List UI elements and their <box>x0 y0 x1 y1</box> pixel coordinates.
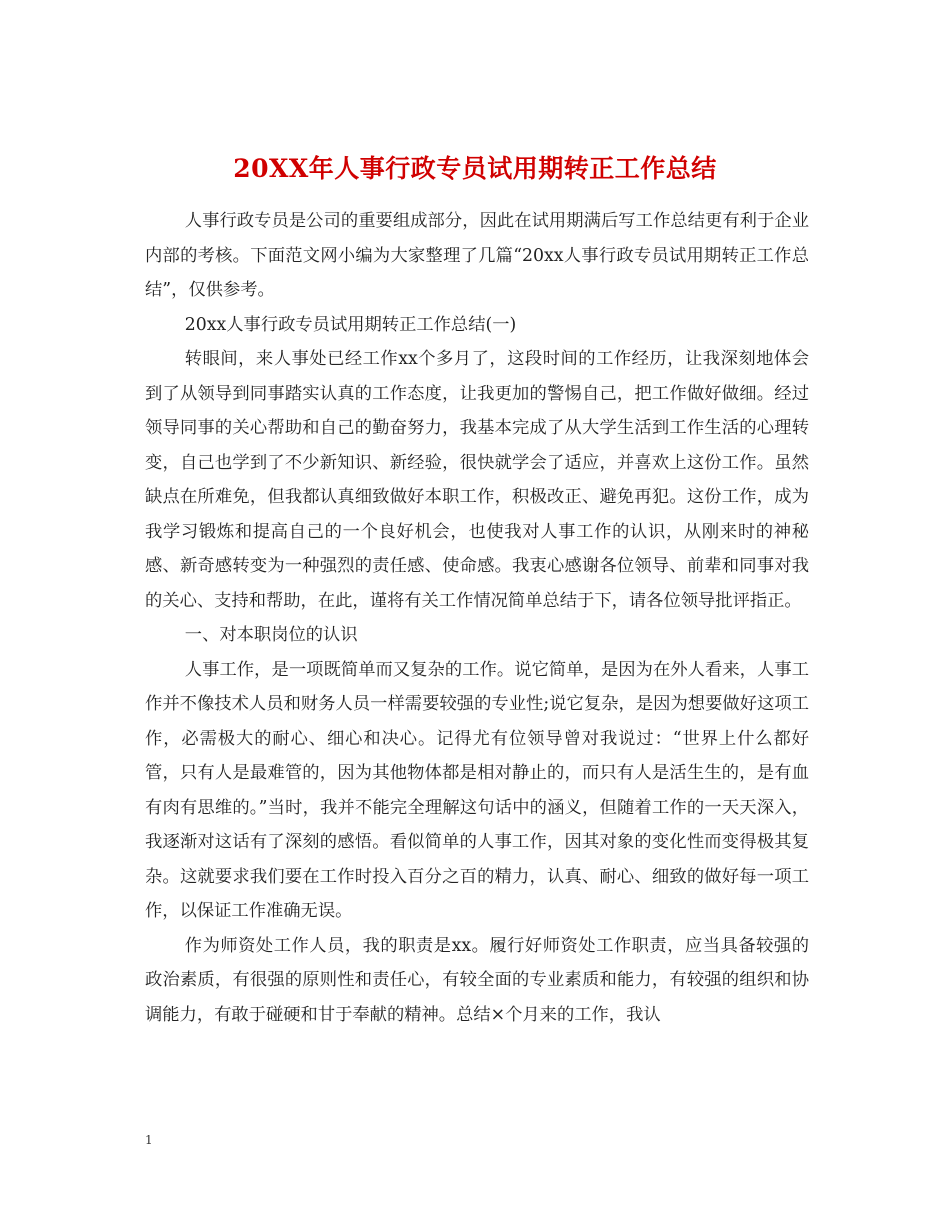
document-title: 20XX年人事行政专员试用期转正工作总结 <box>233 153 717 183</box>
page-number: 1 <box>145 1133 153 1147</box>
paragraph-subtitle: 20xx人事行政专员试用期转正工作总结(一) <box>184 314 517 335</box>
section-heading: 一、对本职岗位的认识 <box>184 625 358 645</box>
paragraph-role-understanding: 人事工作，是一项既简单而又复杂的工作。说它简单，是因为在外人看来，人事工作并不像技术人员和财务人员一样需要较强的专业性;说它复杂，是因为想要做好这项工作，必需极大的耐心、细心和决心。记得尤有位领导曾对我说过：“世界上什么都好管，只有人是最难管的，因为其他物体都是相对静止的，而只有人是活生生的，是有血有肉有思维的。”当时，我并不能完全理解这句话中的涵义，但随着工作的一天天深入，我逐渐对这话有了深刻的感悟。看似简单的人事工作，因其对象的变化性而变得极其复杂。这就要求我们要在工作时投入百分之百的精力，认真、耐心、细致的做好每一项工作，以保证工作准确无误。 <box>145 659 809 921</box>
paragraph-summary: 转眼间，来人事处已经工作xx个多月了，这段时间的工作经历，让我深刻地体会到了从领导到同事踏实认真的工作态度，让我更加的警惕自己，把工作做好做细。经过领导同事的关心帮助和自己的勤奋努力，我基本完成了从大学生活到工作生活的心理转变，自己也学到了不少新知识、新经验，很快就学会了适应，并喜欢上这份工作。虽然缺点在所难免，但我都认真细致做好本职工作，积极改正、避免再犯。这份工作，成为我学习锻炼和提高自己的一个良好机会，也使我对人事工作的认识，从刚来时的神秘感、新奇感转变为一种强烈的责任感、使命感。我衷心感谢各位领导、前辈和同事对我的关心、支持和帮助，在此，谨将有关工作情况简单总结于下，请各位领导批评指正。 <box>145 349 809 611</box>
paragraph-duties: 作为师资处工作人员，我的职责是xx。履行好师资处工作职责，应当具备较强的政治素质，有很强的原则性和责任心，有较全面的专业素质和能力，有较强的组织和协调能力，有敢于碰硬和甘于奉献的精神。总结×个月来的工作，我认 <box>145 935 809 1025</box>
document-body <box>145 204 809 1032</box>
paragraph-intro: 人事行政专员是公司的重要组成部分，因此在试用期满后写工作总结更有利于企业内部的考核。下面范文网小编为大家整理了几篇“20xx人事行政专员试用期转正工作总结”，仅供参考。 <box>145 211 809 300</box>
